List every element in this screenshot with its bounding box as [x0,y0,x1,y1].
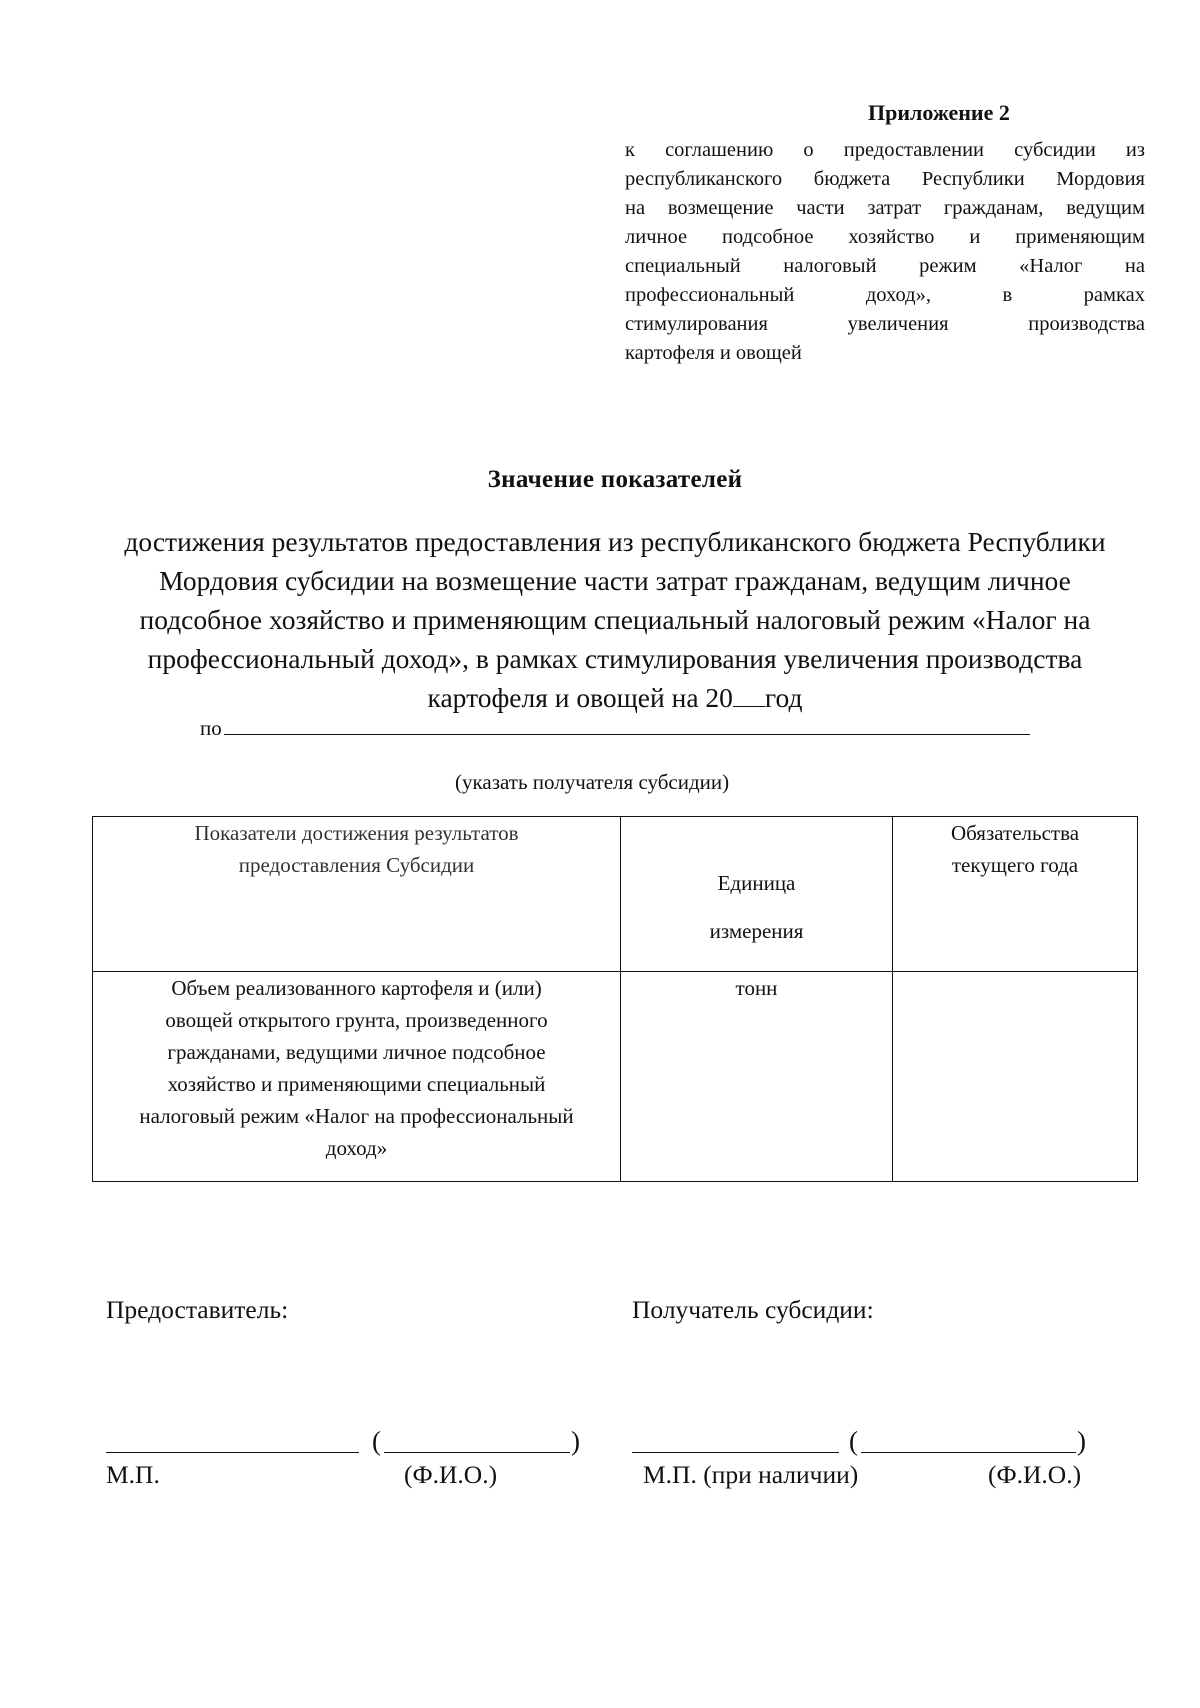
appendix-title: Приложение 2 [868,100,1010,125]
subtitle-line-year [80,678,1150,717]
document-subtitle [80,522,1150,717]
indicator-line: доход» [325,1136,388,1160]
indicator-line: гражданами, ведущими личное подсобное [167,1040,546,1064]
paren-close: ) [571,1426,580,1456]
table-row [93,972,1138,1182]
appendix-line: к соглашению о предоставлении субсидии из [625,139,1145,161]
header-line: измерения [709,919,804,943]
indicator-line: хозяйство и применяющими специальный [167,1072,546,1096]
indicator-cell [93,972,621,1182]
appendix-line: картофеля и овощей [625,342,802,364]
appendix-line: личное подсобное хозяйство и применяющим [625,226,1145,248]
fio-left: (Ф.И.О.) [404,1460,498,1489]
header-line: Показатели достижения результатов [194,821,519,845]
recipient-blank-field[interactable] [224,714,1030,735]
year-suffix: год [764,682,803,713]
obligations-cell[interactable] [893,972,1138,1182]
mp-left: М.П. [106,1460,160,1489]
header-indicators [93,817,621,972]
header-unit [621,817,893,972]
header-obligations [893,817,1138,972]
subtitle-line: достижения результатов предоставления из республиканского бюджета Республики [124,526,1106,557]
indicator-line: Объем реализованного картофеля и (или) [171,976,542,1000]
indicator-line: налоговый режим «Налог на профессиональный [139,1104,574,1128]
recipient-signature-line[interactable] [632,1452,839,1453]
paren-open: ( [372,1426,381,1456]
indicator-line: овощей открытого грунта, произведенного [165,1008,548,1032]
mp-right: М.П. (при наличии) [643,1460,859,1489]
appendix-reference [625,136,1145,368]
year-blank-field[interactable] [733,682,765,707]
appendix-line: республиканского бюджета Республики Мордовия [625,168,1145,190]
provider-fio-line[interactable] [384,1452,570,1453]
subtitle-line: Мордовия субсидии на возмещение части затрат гражданам, ведущим личное [159,565,1071,596]
indicators-table [92,816,1138,1182]
header-line: предоставления Субсидии [238,853,475,877]
subtitle-line: профессиональный доход», в рамках стимулирования увеличения производства [147,643,1083,674]
po-label: по [200,716,222,740]
provider-signature-line[interactable] [106,1452,359,1453]
recipient-hint: (указать получателя субсидии) [455,770,730,794]
paren-close: ) [1077,1426,1086,1456]
subtitle-line: подсобное хозяйство и применяющим специальный налоговый режим «Налог на [139,604,1091,635]
fio-right: (Ф.И.О.) [988,1460,1082,1489]
header-line: Единица [717,871,796,895]
appendix-line: специальный налоговый режим «Налог на [625,255,1145,277]
provider-label: Предоставитель: [106,1295,289,1324]
unit-cell: тонн [621,972,893,1182]
appendix-line: профессиональный доход», в рамках [625,284,1145,306]
appendix-line: на возмещение части затрат гражданам, ведущим [625,197,1145,219]
recipient-line [200,714,1030,741]
appendix-line: стимулирования увеличения производства [625,313,1145,335]
recipient-label: Получатель субсидии: [632,1295,874,1324]
document-title: Значение показателей [487,466,743,493]
year-prefix: картофеля и овощей на 20 [427,682,733,713]
table-header-row [93,817,1138,972]
header-line: текущего года [951,853,1079,877]
paren-open: ( [849,1426,858,1456]
header-line: Обязательства [950,821,1080,845]
recipient-fio-line[interactable] [861,1452,1076,1453]
